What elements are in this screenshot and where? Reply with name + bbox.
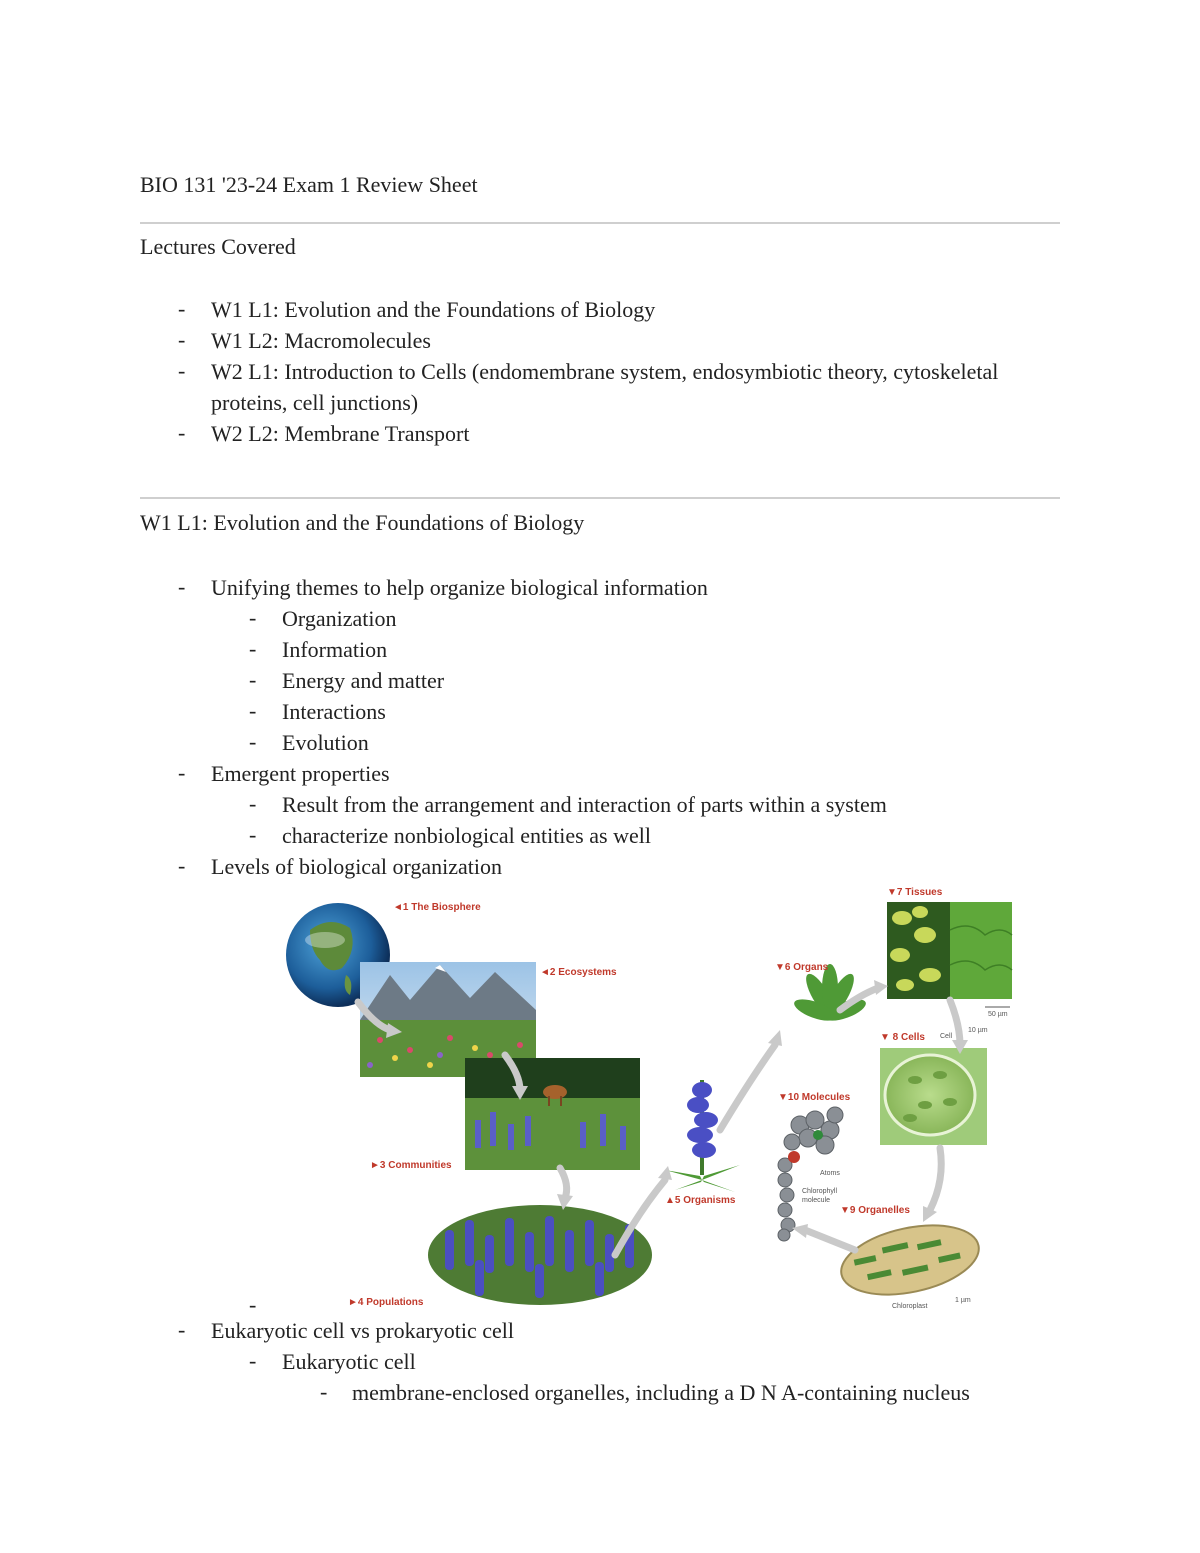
note-levels-of-organization: Levels of biological organization (211, 854, 503, 879)
page-title: BIO 131 '23-24 Exam 1 Review Sheet (140, 172, 478, 197)
eukaryotic-detail: membrane-enclosed organelles, including a D N A-containing nucleus (352, 1380, 970, 1405)
bullet-dash: - (249, 636, 257, 661)
bullet-dash: - (178, 574, 186, 599)
bullet-dash: - (178, 420, 186, 445)
label-cell-pointer: Cell (940, 1033, 953, 1040)
organelles-image (835, 1214, 985, 1306)
lecture-item: W1 L2: Macromolecules (211, 328, 431, 353)
theme-item: Information (282, 637, 388, 662)
theme-item: Interactions (282, 699, 386, 724)
cells-image (880, 1048, 987, 1145)
lecture-item-continued: proteins, cell junctions) (211, 390, 419, 415)
theme-item: Energy and matter (282, 668, 445, 693)
label-ecosystems: ◄2 Ecosystems (540, 967, 617, 978)
bullet-dash: - (249, 791, 257, 816)
label-chloroplast: Chloroplast (892, 1303, 928, 1310)
label-cells: ▼ 8 Cells (880, 1032, 925, 1043)
emergent-detail: Result from the arrangement and interaction of parts within a system (282, 792, 887, 817)
levels-of-organization-figure (280, 880, 1020, 1320)
communities-image (465, 1058, 640, 1170)
section-divider (140, 497, 1060, 499)
label-organisms: ▲5 Organisms (665, 1195, 736, 1206)
label-tissues: ▼7 Tissues (887, 887, 943, 898)
organisms-image (665, 1080, 740, 1192)
bullet-dash: - (178, 358, 186, 383)
note-eukaryotic-cell: Eukaryotic cell (282, 1349, 416, 1374)
bullet-dash: - (249, 1348, 257, 1373)
lectures-heading: Lectures Covered (140, 234, 296, 259)
label-communities: ►3 Communities (370, 1160, 452, 1171)
label-organelles: ▼9 Organelles (840, 1205, 910, 1216)
scale-1um: 1 µm (955, 1297, 971, 1304)
lecture-item: W1 L1: Evolution and the Foundations of Biology (211, 297, 656, 322)
label-organs: ▼6 Organs (775, 962, 829, 973)
bullet-dash: - (178, 327, 186, 352)
label-chlorophyll-molecule: molecule (802, 1197, 831, 1204)
scale-10um: 10 µm (968, 1027, 988, 1034)
note-emergent-properties: Emergent properties (211, 761, 390, 786)
scale-50um: 50 µm (988, 1011, 1008, 1018)
lecture-item: W2 L2: Membrane Transport (211, 421, 470, 446)
bullet-dash: - (178, 760, 186, 785)
label-biosphere: ◄1 The Biosphere (393, 902, 481, 913)
theme-item: Organization (282, 606, 397, 631)
bullet-dash: - (178, 296, 186, 321)
lecture-item: W2 L1: Introduction to Cells (endomembrane system, endosymbiotic theory, cytoskeletal (211, 359, 999, 384)
title-divider (140, 222, 1060, 224)
bullet-dash: - (249, 729, 257, 754)
theme-item: Evolution (282, 730, 369, 755)
bullet-dash: - (249, 698, 257, 723)
bullet-dash: - (249, 822, 257, 847)
bullet-dash: - (178, 1317, 186, 1342)
label-molecules: ▼10 Molecules (778, 1092, 851, 1103)
bullet-dash: - (320, 1379, 328, 1404)
section-heading: W1 L1: Evolution and the Foundations of Biology (140, 510, 585, 535)
bullet-dash: - (249, 605, 257, 630)
label-populations: ►4 Populations (348, 1297, 424, 1308)
tissues-image (887, 902, 1012, 999)
emergent-detail: characterize nonbiological entities as well (282, 823, 651, 848)
bullet-dash: - (249, 1292, 257, 1317)
note-unifying-themes: Unifying themes to help organize biological information (211, 575, 708, 600)
bullet-dash: - (178, 853, 186, 878)
label-atoms: Atoms (820, 1170, 840, 1177)
bullet-dash: - (249, 667, 257, 692)
label-chlorophyll: Chlorophyll (802, 1188, 838, 1195)
note-euk-vs-pro: Eukaryotic cell vs prokaryotic cell (211, 1318, 514, 1343)
